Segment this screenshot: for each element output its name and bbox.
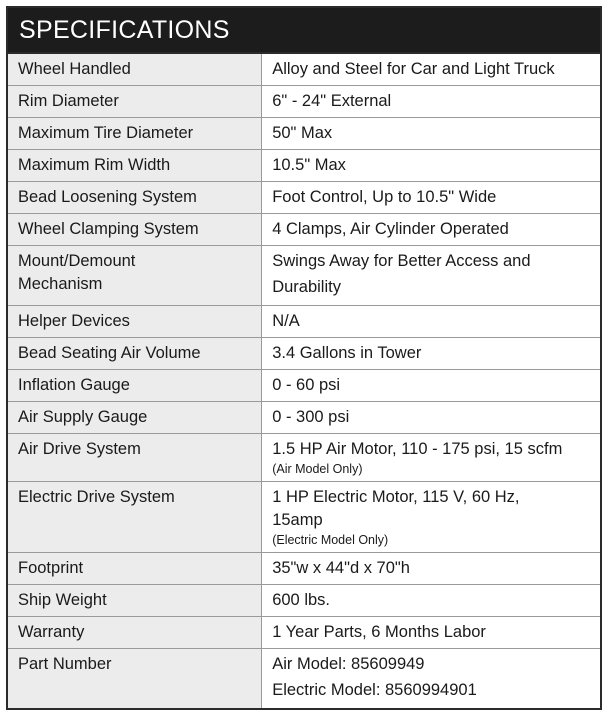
spec-note: (Electric Model Only) bbox=[272, 533, 389, 547]
spec-label: Bead Loosening System bbox=[8, 182, 262, 214]
spec-label: Wheel Handled bbox=[8, 54, 262, 86]
table-row bbox=[8, 306, 600, 338]
table-row bbox=[8, 585, 600, 617]
spec-value: 0 - 60 psi bbox=[262, 370, 600, 402]
table-row bbox=[8, 86, 600, 118]
table-row bbox=[8, 118, 600, 150]
spec-label: Helper Devices bbox=[8, 306, 262, 338]
spec-label-line: Mechanism bbox=[18, 275, 103, 293]
table-row bbox=[8, 553, 600, 585]
spec-value bbox=[262, 246, 600, 306]
spec-label: Inflation Gauge bbox=[8, 370, 262, 402]
table-row bbox=[8, 246, 600, 306]
table-row bbox=[8, 54, 600, 86]
spec-value: 3.4 Gallons in Tower bbox=[262, 338, 600, 370]
spec-value: Alloy and Steel for Car and Light Truck bbox=[262, 54, 600, 86]
spec-label: Air Supply Gauge bbox=[8, 402, 262, 434]
spec-label: Air Drive System bbox=[8, 434, 262, 482]
spec-label: Maximum Tire Diameter bbox=[8, 118, 262, 150]
spec-note: (Air Model Only) bbox=[272, 462, 363, 476]
spec-value: 600 lbs. bbox=[262, 585, 600, 617]
table-row bbox=[8, 482, 600, 553]
spec-value bbox=[262, 482, 600, 553]
spec-value: Foot Control, Up to 10.5" Wide bbox=[262, 182, 600, 214]
spec-value: 10.5" Max bbox=[262, 150, 600, 182]
spec-label: Warranty bbox=[8, 617, 262, 649]
table-row bbox=[8, 338, 600, 370]
spec-value-line: Swings Away for Better Access and bbox=[272, 252, 531, 270]
spec-value: 4 Clamps, Air Cylinder Operated bbox=[262, 214, 600, 246]
spec-label: Footprint bbox=[8, 553, 262, 585]
spec-value: 1 Year Parts, 6 Months Labor bbox=[262, 617, 600, 649]
spec-label: Part Number bbox=[8, 649, 262, 709]
spec-label bbox=[8, 246, 262, 306]
table-row bbox=[8, 402, 600, 434]
spec-label: Maximum Rim Width bbox=[8, 150, 262, 182]
specifications-title: SPECIFICATIONS bbox=[8, 8, 600, 54]
spec-label-line: Mount/Demount bbox=[18, 252, 136, 270]
spec-value-line: Electric Model: 8560994901 bbox=[272, 681, 477, 699]
table-row bbox=[8, 617, 600, 649]
spec-value-line: 1.5 HP Air Motor, 110 - 175 psi, 15 scfm bbox=[272, 440, 563, 458]
spec-value-line: 15amp bbox=[272, 511, 323, 529]
table-row bbox=[8, 182, 600, 214]
spec-value: 35"w x 44"d x 70"h bbox=[262, 553, 600, 585]
table-row bbox=[8, 214, 600, 246]
spec-value: 50" Max bbox=[262, 118, 600, 150]
spec-value-line: Air Model: 85609949 bbox=[272, 655, 425, 673]
spec-value: N/A bbox=[262, 306, 600, 338]
spec-value-line: Durability bbox=[272, 278, 341, 296]
specifications-table bbox=[8, 54, 600, 708]
table-row bbox=[8, 150, 600, 182]
spec-label: Bead Seating Air Volume bbox=[8, 338, 262, 370]
spec-value-line: 1 HP Electric Motor, 115 V, 60 Hz, bbox=[272, 488, 520, 506]
specifications-panel bbox=[6, 6, 602, 710]
spec-value: 6" - 24" External bbox=[262, 86, 600, 118]
table-row bbox=[8, 434, 600, 482]
spec-label: Wheel Clamping System bbox=[8, 214, 262, 246]
spec-value bbox=[262, 649, 600, 709]
spec-label: Rim Diameter bbox=[8, 86, 262, 118]
spec-label: Electric Drive System bbox=[8, 482, 262, 553]
spec-value: 0 - 300 psi bbox=[262, 402, 600, 434]
spec-value bbox=[262, 434, 600, 482]
spec-label: Ship Weight bbox=[8, 585, 262, 617]
table-row bbox=[8, 370, 600, 402]
table-row bbox=[8, 649, 600, 709]
